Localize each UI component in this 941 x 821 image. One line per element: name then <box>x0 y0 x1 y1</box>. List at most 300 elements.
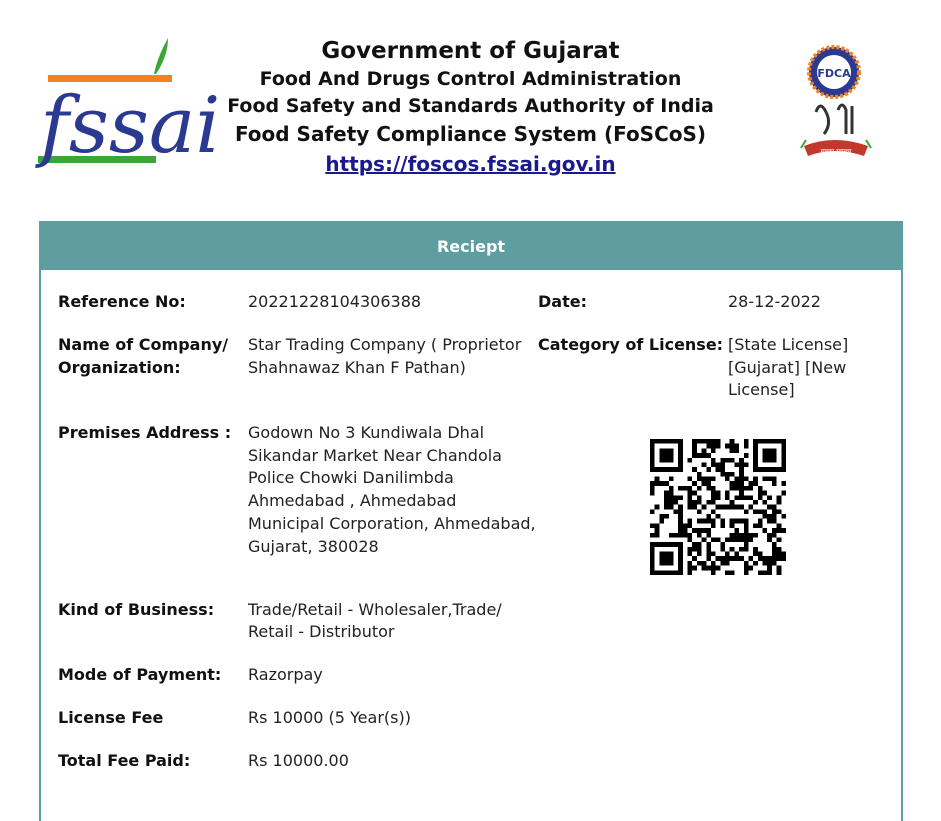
qr-module <box>706 533 711 538</box>
premises-address-line: Ahmedabad , Ahmedabad <box>248 491 457 510</box>
qr-module <box>716 537 721 542</box>
qr-module <box>748 533 753 538</box>
qr-module <box>692 439 697 444</box>
qr-module <box>673 533 678 538</box>
qr-module <box>720 561 725 566</box>
payment-value: Razorpay <box>248 665 323 684</box>
qr-module <box>744 566 749 571</box>
qr-module <box>748 505 753 510</box>
qr-module <box>781 556 786 561</box>
qr-module <box>659 542 664 547</box>
qr-module <box>716 439 721 444</box>
qr-module <box>753 509 758 514</box>
qr-module <box>669 439 674 444</box>
qr-module <box>753 547 758 552</box>
qr-module <box>777 500 782 505</box>
qr-module <box>772 481 777 486</box>
qr-module <box>702 448 707 453</box>
qr-module <box>781 439 786 444</box>
qr-module <box>734 537 739 542</box>
qr-module <box>678 523 683 528</box>
qr-module <box>716 495 721 500</box>
qr-module <box>706 556 711 561</box>
qr-module <box>716 514 721 519</box>
header-fssai: Food Safety and Standards Authority of India <box>227 95 714 117</box>
qr-module <box>734 477 739 482</box>
qr-module <box>763 448 768 453</box>
qr-module <box>758 467 763 472</box>
qr-module <box>720 523 725 528</box>
qr-module <box>711 519 716 524</box>
qr-module <box>781 444 786 449</box>
qr-module <box>716 556 721 561</box>
qr-module <box>734 505 739 510</box>
qr-module <box>767 458 772 463</box>
qr-module <box>767 439 772 444</box>
qr-module <box>734 552 739 557</box>
qr-module <box>748 481 753 486</box>
qr-module <box>781 481 786 486</box>
qr-module <box>730 547 735 552</box>
qr-module <box>702 439 707 444</box>
qr-module <box>725 570 730 575</box>
qr-module <box>650 552 655 557</box>
qr-module <box>777 566 782 571</box>
qr-module <box>659 556 664 561</box>
qr-module <box>767 495 772 500</box>
qr-module <box>706 519 711 524</box>
qr-module <box>730 458 735 463</box>
qr-module <box>711 491 716 496</box>
qr-module <box>711 537 716 542</box>
qr-module <box>702 561 707 566</box>
qr-module <box>753 477 758 482</box>
business-value-line1: Trade/Retail - Wholesaler,Trade/ <box>248 600 502 619</box>
qr-module <box>730 570 735 575</box>
qr-module <box>767 566 772 571</box>
qr-module <box>664 458 669 463</box>
qr-module <box>772 453 777 458</box>
qr-module <box>706 566 711 571</box>
qr-module <box>781 552 786 557</box>
qr-module <box>763 509 768 514</box>
qr-module <box>650 561 655 566</box>
qr-module <box>772 448 777 453</box>
qr-module <box>688 570 693 575</box>
qr-module <box>753 481 758 486</box>
qr-module <box>697 453 702 458</box>
qr-module <box>725 556 730 561</box>
qr-module <box>702 519 707 524</box>
qr-module <box>711 523 716 528</box>
qr-module <box>692 542 697 547</box>
qr-module <box>688 552 693 557</box>
qr-module <box>720 542 725 547</box>
qr-module <box>692 566 697 571</box>
qr-module <box>744 561 749 566</box>
qr-module <box>744 519 749 524</box>
qr-module <box>669 453 674 458</box>
qr-module <box>711 486 716 491</box>
qr-module <box>739 467 744 472</box>
qr-module <box>692 556 697 561</box>
qr-module <box>730 500 735 505</box>
qr-module <box>650 467 655 472</box>
qr-module <box>659 453 664 458</box>
qr-module <box>767 467 772 472</box>
qr-module <box>772 542 777 547</box>
license-fee-value: Rs 10000 (5 Year(s)) <box>248 708 411 727</box>
qr-module <box>730 448 735 453</box>
qr-module <box>725 491 730 496</box>
qr-module <box>692 547 697 552</box>
qr-module <box>730 481 735 486</box>
qr-module <box>763 561 768 566</box>
qr-module <box>669 505 674 510</box>
premises-label: Premises Address : <box>58 423 232 442</box>
company-value-line1: Star Trading Company ( Proprietor <box>248 335 522 354</box>
category-value-line3: License] <box>728 380 795 399</box>
qr-module <box>772 477 777 482</box>
qr-module <box>772 547 777 552</box>
qr-module <box>734 528 739 533</box>
qr-module <box>725 472 730 477</box>
qr-module <box>673 495 678 500</box>
qr-module <box>678 533 683 538</box>
qr-module <box>734 462 739 467</box>
qr-module <box>767 570 772 575</box>
qr-module <box>748 566 753 571</box>
qr-module <box>697 472 702 477</box>
qr-module <box>725 505 730 510</box>
company-label-line2: Organization: <box>58 358 181 377</box>
qr-module <box>758 439 763 444</box>
qr-module <box>673 509 678 514</box>
qr-module <box>777 495 782 500</box>
header-url-link[interactable]: https://foscos.fssai.gov.in <box>325 152 616 176</box>
qr-module <box>772 556 777 561</box>
qr-module <box>753 500 758 505</box>
qr-module <box>772 509 777 514</box>
qr-module <box>678 552 683 557</box>
qr-module <box>777 556 782 561</box>
qr-module <box>739 495 744 500</box>
qr-module <box>772 514 777 519</box>
qr-module <box>678 467 683 472</box>
qr-module <box>692 467 697 472</box>
reference-value: 20221228104306388 <box>248 292 422 311</box>
qr-module <box>753 453 758 458</box>
qr-module <box>763 570 768 575</box>
qr-module <box>655 481 660 486</box>
qr-module <box>688 561 693 566</box>
payment-label: Mode of Payment: <box>58 665 222 684</box>
qr-module <box>734 519 739 524</box>
qr-module <box>753 462 758 467</box>
qr-module <box>753 552 758 557</box>
qr-module <box>669 467 674 472</box>
qr-module <box>702 528 707 533</box>
qr-module <box>702 477 707 482</box>
qr-module <box>688 458 693 463</box>
fdca-emblem-ribbon-text: सबका स्वास्थ्य <box>820 148 852 155</box>
qr-module <box>725 458 730 463</box>
qr-module <box>711 477 716 482</box>
qr-module <box>655 528 660 533</box>
qr-module <box>767 514 772 519</box>
qr-module <box>692 500 697 505</box>
qr-module <box>650 556 655 561</box>
qr-module <box>688 477 693 482</box>
qr-module <box>664 556 669 561</box>
qr-module <box>669 552 674 557</box>
qr-module <box>753 458 758 463</box>
qr-module <box>688 491 693 496</box>
qr-module <box>669 458 674 463</box>
total-fee-label: Total Fee Paid: <box>58 751 191 770</box>
qr-module <box>734 486 739 491</box>
qr-module <box>716 444 721 449</box>
qr-module <box>720 462 725 467</box>
qr-module <box>688 519 693 524</box>
qr-module <box>711 561 716 566</box>
qr-module <box>763 491 768 496</box>
qr-module <box>678 505 683 510</box>
qr-module <box>664 495 669 500</box>
reference-label: Reference No: <box>58 292 186 311</box>
qr-module <box>706 453 711 458</box>
qr-module <box>655 505 660 510</box>
qr-module <box>655 467 660 472</box>
header-foscos: Food Safety Compliance System (FoSCoS) <box>234 122 707 146</box>
qr-module <box>777 523 782 528</box>
qr-module <box>739 491 744 496</box>
qr-module <box>678 509 683 514</box>
qr-module <box>763 514 768 519</box>
business-label: Kind of Business: <box>58 600 215 619</box>
qr-module <box>744 495 749 500</box>
qr-module <box>706 444 711 449</box>
qr-module <box>725 552 730 557</box>
qr-module <box>748 495 753 500</box>
qr-module <box>650 462 655 467</box>
qr-module <box>697 528 702 533</box>
qr-module <box>673 439 678 444</box>
qr-module <box>716 505 721 510</box>
qr-module <box>758 519 763 524</box>
qr-module <box>772 528 777 533</box>
qr-module <box>716 462 721 467</box>
qr-module <box>744 477 749 482</box>
qr-module <box>650 570 655 575</box>
qr-module <box>678 439 683 444</box>
qr-module <box>678 458 683 463</box>
qr-module <box>683 523 688 528</box>
qr-module <box>739 472 744 477</box>
qr-module <box>706 477 711 482</box>
qr-module <box>688 486 693 491</box>
qr-module <box>697 561 702 566</box>
qr-module <box>669 570 674 575</box>
qr-module <box>748 486 753 491</box>
qr-module <box>702 453 707 458</box>
qr-module <box>650 509 655 514</box>
qr-code <box>650 439 786 575</box>
category-value-line2: [Gujarat] [New <box>728 358 847 377</box>
qr-module <box>697 547 702 552</box>
company-value-line2: Shahnawaz Khan F Pathan) <box>248 358 466 377</box>
qr-module <box>711 458 716 463</box>
qr-module <box>678 561 683 566</box>
qr-module <box>772 458 777 463</box>
qr-module <box>744 570 749 575</box>
qr-module <box>739 533 744 538</box>
qr-module <box>664 514 669 519</box>
qr-module <box>739 486 744 491</box>
qr-module <box>767 561 772 566</box>
qr-module <box>763 500 768 505</box>
qr-module <box>763 477 768 482</box>
qr-module <box>744 528 749 533</box>
qr-module <box>664 448 669 453</box>
qr-module <box>730 486 735 491</box>
qr-module <box>659 448 664 453</box>
qr-module <box>720 458 725 463</box>
qr-module <box>772 519 777 524</box>
qr-module <box>772 533 777 538</box>
qr-module <box>650 486 655 491</box>
qr-module <box>763 439 768 444</box>
qr-module <box>777 570 782 575</box>
qr-module <box>725 444 730 449</box>
qr-module <box>748 556 753 561</box>
qr-module <box>753 523 758 528</box>
qr-module <box>688 566 693 571</box>
qr-module <box>659 481 664 486</box>
qr-module <box>716 491 721 496</box>
qr-module <box>744 439 749 444</box>
qr-module <box>767 556 772 561</box>
qr-module <box>720 467 725 472</box>
qr-module <box>767 519 772 524</box>
qr-module <box>772 561 777 566</box>
qr-module <box>711 448 716 453</box>
qr-module <box>711 566 716 571</box>
qr-module <box>758 523 763 528</box>
qr-module <box>725 561 730 566</box>
fssai-logo-text: fssai <box>40 81 221 171</box>
qr-module <box>758 495 763 500</box>
qr-module <box>669 542 674 547</box>
qr-module <box>753 448 758 453</box>
qr-module <box>650 448 655 453</box>
qr-module <box>659 514 664 519</box>
qr-module <box>678 453 683 458</box>
qr-module <box>706 547 711 552</box>
qr-module <box>706 552 711 557</box>
qr-module <box>706 467 711 472</box>
header-government: Government of Gujarat <box>321 38 620 64</box>
qr-module <box>659 519 664 524</box>
qr-module <box>720 547 725 552</box>
qr-module <box>697 519 702 524</box>
qr-module <box>744 453 749 458</box>
qr-module <box>744 444 749 449</box>
qr-module <box>706 486 711 491</box>
qr-module <box>767 448 772 453</box>
date-label: Date: <box>538 292 587 311</box>
fdca-emblem-text: FDCA <box>817 67 851 80</box>
qr-module <box>739 481 744 486</box>
qr-module <box>678 519 683 524</box>
qr-module <box>697 500 702 505</box>
premises-address-line: Police Chowki Danilimbda <box>248 468 454 487</box>
qr-module <box>659 561 664 566</box>
qr-module <box>664 542 669 547</box>
qr-module <box>744 533 749 538</box>
qr-module <box>678 495 683 500</box>
premises-address-line: Godown No 3 Kundiwala Dhal <box>248 423 485 442</box>
qr-module <box>730 519 735 524</box>
qr-module <box>753 533 758 538</box>
qr-module <box>659 467 664 472</box>
qr-module <box>763 458 768 463</box>
qr-module <box>697 477 702 482</box>
qr-module <box>767 477 772 482</box>
qr-module <box>706 481 711 486</box>
qr-module <box>767 453 772 458</box>
qr-module <box>725 537 730 542</box>
qr-module <box>697 542 702 547</box>
qr-module <box>669 495 674 500</box>
qr-module <box>734 448 739 453</box>
qr-module <box>716 467 721 472</box>
qr-module <box>739 537 744 542</box>
qr-module <box>688 500 693 505</box>
qr-module <box>758 570 763 575</box>
qr-module <box>777 552 782 557</box>
qr-module <box>706 439 711 444</box>
qr-module <box>650 453 655 458</box>
fdca-emblem <box>798 42 874 166</box>
qr-module <box>781 458 786 463</box>
qr-module <box>725 477 730 482</box>
qr-module <box>659 439 664 444</box>
qr-module <box>664 552 669 557</box>
receipt-title: Reciept <box>41 223 901 270</box>
qr-module <box>669 491 674 496</box>
qr-module <box>673 542 678 547</box>
qr-module <box>758 552 763 557</box>
qr-module <box>650 439 655 444</box>
qr-module <box>664 453 669 458</box>
qr-module <box>650 542 655 547</box>
qr-module <box>664 439 669 444</box>
qr-module <box>763 467 768 472</box>
qr-module <box>692 505 697 510</box>
company-label-line1: Name of Company/ <box>58 335 229 354</box>
qr-module <box>673 467 678 472</box>
qr-module <box>734 444 739 449</box>
qr-module <box>730 505 735 510</box>
qr-module <box>711 444 716 449</box>
qr-module <box>664 481 669 486</box>
premises-address-line: Municipal Corporation, Ahmedabad, <box>248 514 536 533</box>
qr-module <box>720 472 725 477</box>
qr-module <box>730 439 735 444</box>
qr-module <box>678 547 683 552</box>
qr-module <box>692 453 697 458</box>
